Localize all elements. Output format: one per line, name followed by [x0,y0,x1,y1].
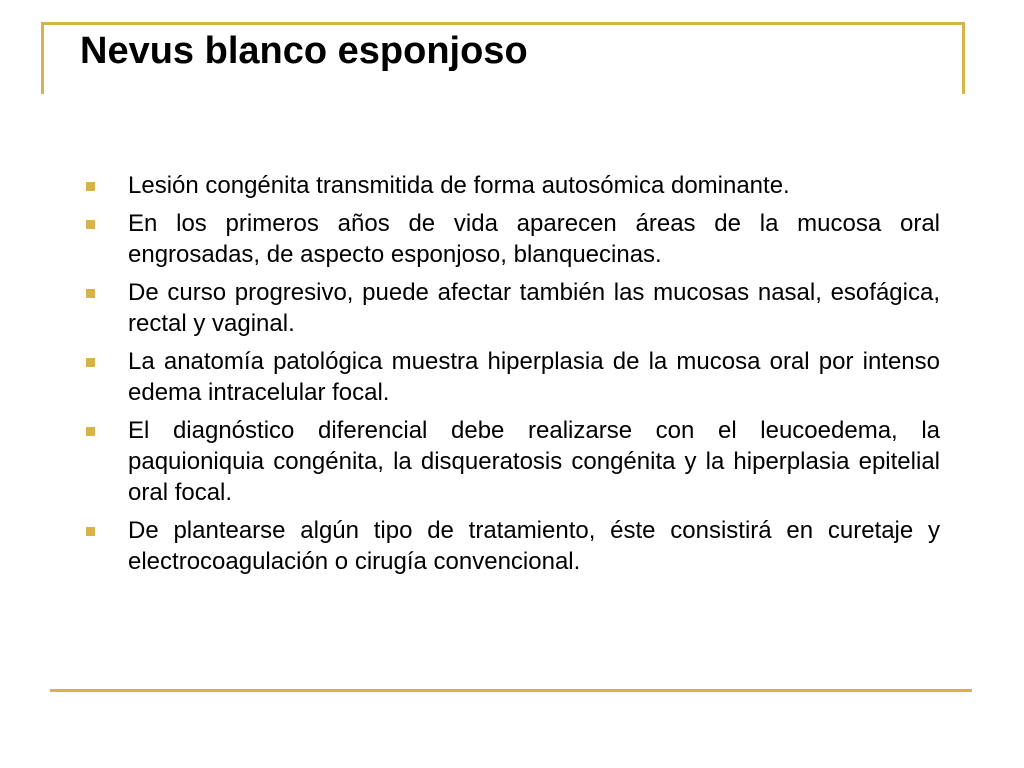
bullet-text: De curso progresivo, puede afectar también las mucosas nasal, esofágica, rectal y vaginal. [128,279,940,337]
square-bullet-icon [86,289,95,298]
square-bullet-icon [86,527,95,536]
bullet-text: En los primeros años de vida aparecen áreas de la mucosa oral engrosadas, de aspecto esponjoso, blanquecinas. [128,210,940,268]
slide-title: Nevus blanco esponjoso [80,30,528,72]
bullet-item [86,277,940,339]
bullet-list [86,170,940,584]
bullet-item [86,515,940,577]
square-bullet-icon [86,220,95,229]
square-bullet-icon [86,182,95,191]
bullet-text: Lesión congénita transmitida de forma autosómica dominante. [128,172,790,199]
frame-right-rule [962,22,965,94]
square-bullet-icon [86,358,95,367]
bullet-text: De plantearse algún tipo de tratamiento, éste consistirá en curetaje y electrocoagulación o cirugía convencional. [128,517,940,575]
bullet-item [86,208,940,270]
bullet-item [86,415,940,508]
bullet-item [86,170,940,201]
bullet-text: La anatomía patológica muestra hiperplasia de la mucosa oral por intenso edema intracelular focal. [128,348,940,406]
bullet-text: El diagnóstico diferencial debe realizarse con el leucoedema, la paquioniquia congénita, la disqueratosis congénita y la hiperplasia epitelial oral focal. [128,417,940,506]
square-bullet-icon [86,427,95,436]
frame-left-rule [41,22,44,94]
frame-top-rule [41,22,965,25]
bullet-item [86,346,940,408]
frame-bottom-rule [50,689,972,692]
